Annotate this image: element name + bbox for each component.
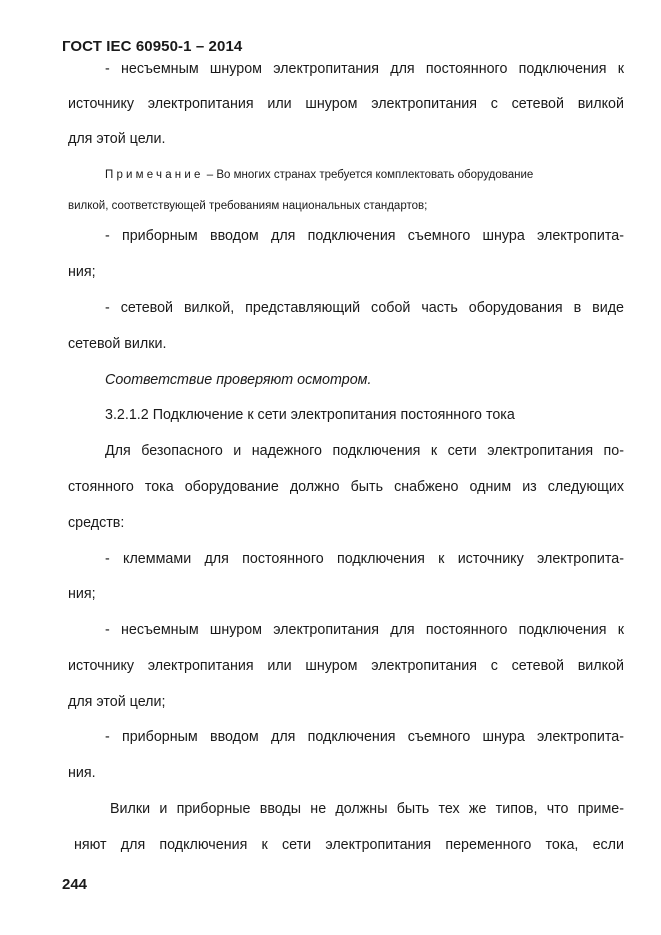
compliance-line: Соответствие проверяют осмотром. xyxy=(105,372,372,388)
note-line xyxy=(105,166,624,184)
note-label: Примечание xyxy=(105,169,204,181)
text-line: - приборным вводом для подключения съемного шнура электропита- xyxy=(105,228,624,244)
text-line: средств: xyxy=(68,515,125,531)
document-header: ГОСТ IEC 60950-1 – 2014 xyxy=(62,38,243,55)
text-line: ния; xyxy=(68,264,96,280)
text-line: Вилки и приборные вводы не должны быть тех же типов, что приме- xyxy=(110,801,624,817)
note-text: Во многих странах требуется комплектовать оборудование xyxy=(216,169,534,181)
note-line: вилкой, соответствующей требованиям национальных стандартов; xyxy=(68,200,428,212)
text-line: ния; xyxy=(68,586,96,602)
section-heading: 3.2.1.2 Подключение к сети электропитания постоянного тока xyxy=(105,407,515,423)
text-line: для этой цели; xyxy=(68,694,166,710)
text-line: стоянного тока оборудование должно быть снабжено одним из следующих xyxy=(68,479,624,495)
text-line: - несъемным шнуром электропитания для постоянного подключения к xyxy=(105,61,624,77)
page-number: 244 xyxy=(62,876,88,893)
text-line: - сетевой вилкой, представляющий собой часть оборудования в виде xyxy=(105,300,624,316)
text-line: - приборным вводом для подключения съемного шнура электропита- xyxy=(105,729,624,745)
text-line: Для безопасного и надежного подключения к сети электропитания по- xyxy=(105,443,624,459)
text-line: для этой цели. xyxy=(68,131,166,147)
note-dash: – xyxy=(203,169,217,181)
text-line: источнику электропитания или шнуром электропитания с сетевой вилкой xyxy=(68,658,624,674)
text-line: - несъемным шнуром электропитания для постоянного подключения к xyxy=(105,622,624,638)
text-line: няют для подключения к сети электропитания переменного тока, если xyxy=(74,837,624,853)
text-line: источнику электропитания или шнуром электропитания с сетевой вилкой xyxy=(68,96,624,112)
text-line: сетевой вилки. xyxy=(68,336,167,352)
text-line: - клеммами для постоянного подключения к источнику электропита- xyxy=(105,551,624,567)
text-line: ния. xyxy=(68,765,96,781)
